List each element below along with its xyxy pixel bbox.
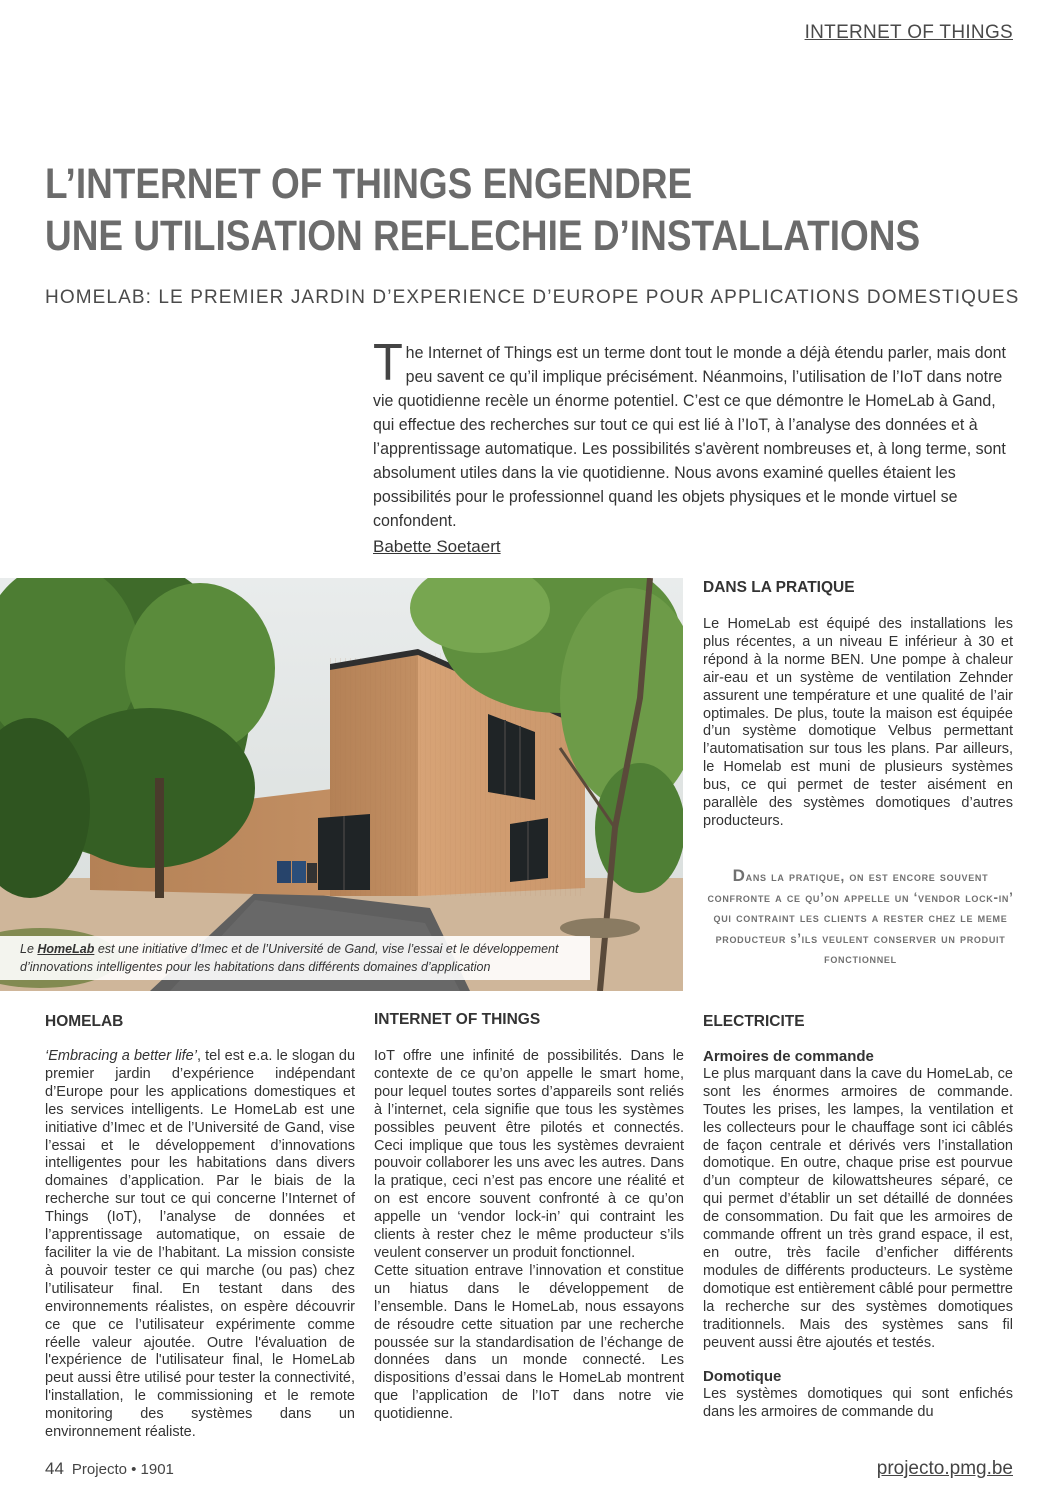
article-title bbox=[45, 158, 921, 262]
caption-prefix: Le bbox=[20, 942, 38, 956]
iot-paragraph-2: Cette situation entrave l’innovation et constitue un hiatus dans le développement de l’ensemble. Dans le HomeLab, nous essayons de résoudre cette situation par une recherche poussée sur la standardisation de l’échange de données dans un monde connecté. Les dispositions d’essai dans le HomeLab montrent que l’application de l’IoT dans notre vie quotidienne. bbox=[374, 1262, 684, 1423]
homelab-building-illustration bbox=[0, 578, 683, 991]
heading-internet-of-things: INTERNET OF THINGS bbox=[374, 1011, 541, 1028]
footer-left bbox=[45, 1459, 174, 1479]
intro-paragraph bbox=[373, 334, 1014, 533]
homelab-text: , tel est e.a. le slogan du premier jardin d’expérience indépendant d’Europe pour les applications domestiques et les services intelligents. Le HomeLab est une initiative d’Imec et de l’Université de Gand, vise l’essai et le développement d’innovations intelligentes pour les habitations dans divers domaines d’application. Par le biais de la recherche sur tout ce qui concerne l’Internet of Things (IoT), l’analyse de données et l’apprentissage automatique, on essaie de faciliter la vie de l’habitant. La mission consiste à pouvoir tester ce qui marche (ou pas) chez l’utilisateur final. En testant dans des environnements réalistes, on espère découvrir ce que ce l’utilisateur expérimente comme réelle valeur ajoutée. Outre l'évaluation de l'expérience de l'utilisateur final, le HomeLab peut aussi être utilisé pour tester la connectivité, l'installation, le commissioning et le remote monitoring des systèmes dans un environnement réaliste. bbox=[45, 1048, 356, 1441]
section-tag: INTERNET OF THINGS bbox=[804, 22, 1013, 43]
domotique-text: Les systèmes domotiques qui sont enfichés dans les armoires de commande du bbox=[703, 1386, 1013, 1421]
homelab-slogan: ‘Embracing a better life’ bbox=[45, 1048, 197, 1064]
electricite-body bbox=[703, 1048, 1013, 1422]
drop-cap: T bbox=[373, 334, 403, 392]
heading-electricite: ELECTRICITE bbox=[703, 1013, 805, 1030]
website-link[interactable]: projecto.pmg.be bbox=[876, 1458, 1013, 1479]
armoires-text: Le plus marquant dans la cave du HomeLab, ce sont les énormes armoires de commande. Toutes les prises, les lampes, la ventilation et les collecteurs pour le chauffage sont ici câblés de façon centrale et dérivés vers l’installation domotique. En outre, chaque prise est pourvue d’un compteur de kilowattsheures séparé, ce qui permet d’établir un set détaillé de données de consommation. Du fait que les armoires de commande offrent un très grand espace, il est, en outre, très facile d’enficher différents modules de différents producteurs. Le système domotique est entièrement câblé pour permettre la recherche sur des systèmes domotiques traditionnels. Mais des systèmes sans fil peuvent aussi être ajoutés et testés. bbox=[703, 1065, 1013, 1351]
dans-la-pratique-body: Le HomeLab est équipé des installations les plus récentes, a un niveau E inférieur à 30 et répond à la norme BEN. Une pompe à chaleur air-eau et un système de ventilation Zehnder assurent une température et une qualité de l’air optimales. De plus, toute la maison est équipée d’un système domotique Velbus permettant l’automatisation sur tous les plans. Par ailleurs, le Homelab est muni de plusieurs systèmes bus, ce qui permet de tester aisément en parallèle des systèmes domotiques d’autres producteurs. bbox=[703, 616, 1013, 829]
article-subtitle: HOMELAB: LE PREMIER JARDIN D’EXPERIENCE D’EUROPE POUR APPLICATIONS DOMESTIQUES bbox=[45, 287, 1020, 308]
author-link[interactable]: Babette Soetaert bbox=[373, 537, 501, 556]
homelab-photo bbox=[0, 578, 683, 991]
homelab-body bbox=[45, 1048, 355, 1442]
magazine-issue: Projecto • 1901 bbox=[71, 1461, 174, 1478]
page-number: 44 bbox=[45, 1459, 64, 1478]
photo-caption bbox=[0, 936, 590, 980]
caption-text: est une initiative d’Imec et de l’Université de Gand, vise l’essai et le développement d’innovations intelligentes pour les habitations dans différents domaines d’application bbox=[20, 942, 559, 974]
intro-text: he Internet of Things est un terme dont tout le monde a déjà étendu parler, mais dont peu savent ce qu’il implique précisément. Néanmoins, l’utilisation de l’IoT dans notre vie quotidienne recèle un énorme potentiel. C’est ce que démontre le HomeLab à Gand, qui effectue des recherches sur tout ce qui est lié à l’IoT, à l’analyse des données et à l’apprentissage automatique. Les possibilités s'avèrent nombreuses et, à long terme, sont absolument utiles dans la vie quotidienne. Nous avons examiné quelles étaient les possibilités pour le professionnel quand les objets physiques et le monde virtuel se confondent. bbox=[373, 343, 1006, 530]
title-line-2: UNE UTILISATION REFLECHIE D’INSTALLATIONS bbox=[45, 212, 921, 260]
iot-paragraph-1: IoT offre une infinité de possibilités. Dans le contexte de ce qu’on appelle le smart home, pour lequel toutes sortes d’appareils sont reliés à l’internet, cela signifie que tous les systèmes possibles peuvent être pilotés et connectés. Ceci implique que tous les systèmes devraient pouvoir collaborer les uns avec les autres. Dans la pratique, ceci n’est pas encore une réalité et on est encore souvent confronté à ce qu’on appelle un ‘vendor lock-in’ qui contraint les clients à rester chez le même producteur s’ils veulent conserver un produit fonctionnel. bbox=[374, 1048, 684, 1261]
subheading-domotique: Domotique bbox=[703, 1368, 782, 1386]
iot-body bbox=[374, 1048, 684, 1424]
pull-quote: Dans la pratique, on est encore souvent confronte a ce qu’on appelle un ‘vendor lock-in’ qui contraint les clients a rester chez le meme producteur s’ils veulent conserver un produit fonctionnel bbox=[707, 866, 1014, 966]
heading-dans-la-pratique: DANS LA PRATIQUE bbox=[703, 579, 855, 596]
title-line-1: L’INTERNET OF THINGS ENGENDRE bbox=[45, 160, 693, 208]
heading-homelab: HOMELAB bbox=[45, 1013, 124, 1030]
subheading-armoires: Armoires de commande bbox=[703, 1048, 874, 1065]
caption-homelab: HomeLab bbox=[37, 942, 95, 956]
